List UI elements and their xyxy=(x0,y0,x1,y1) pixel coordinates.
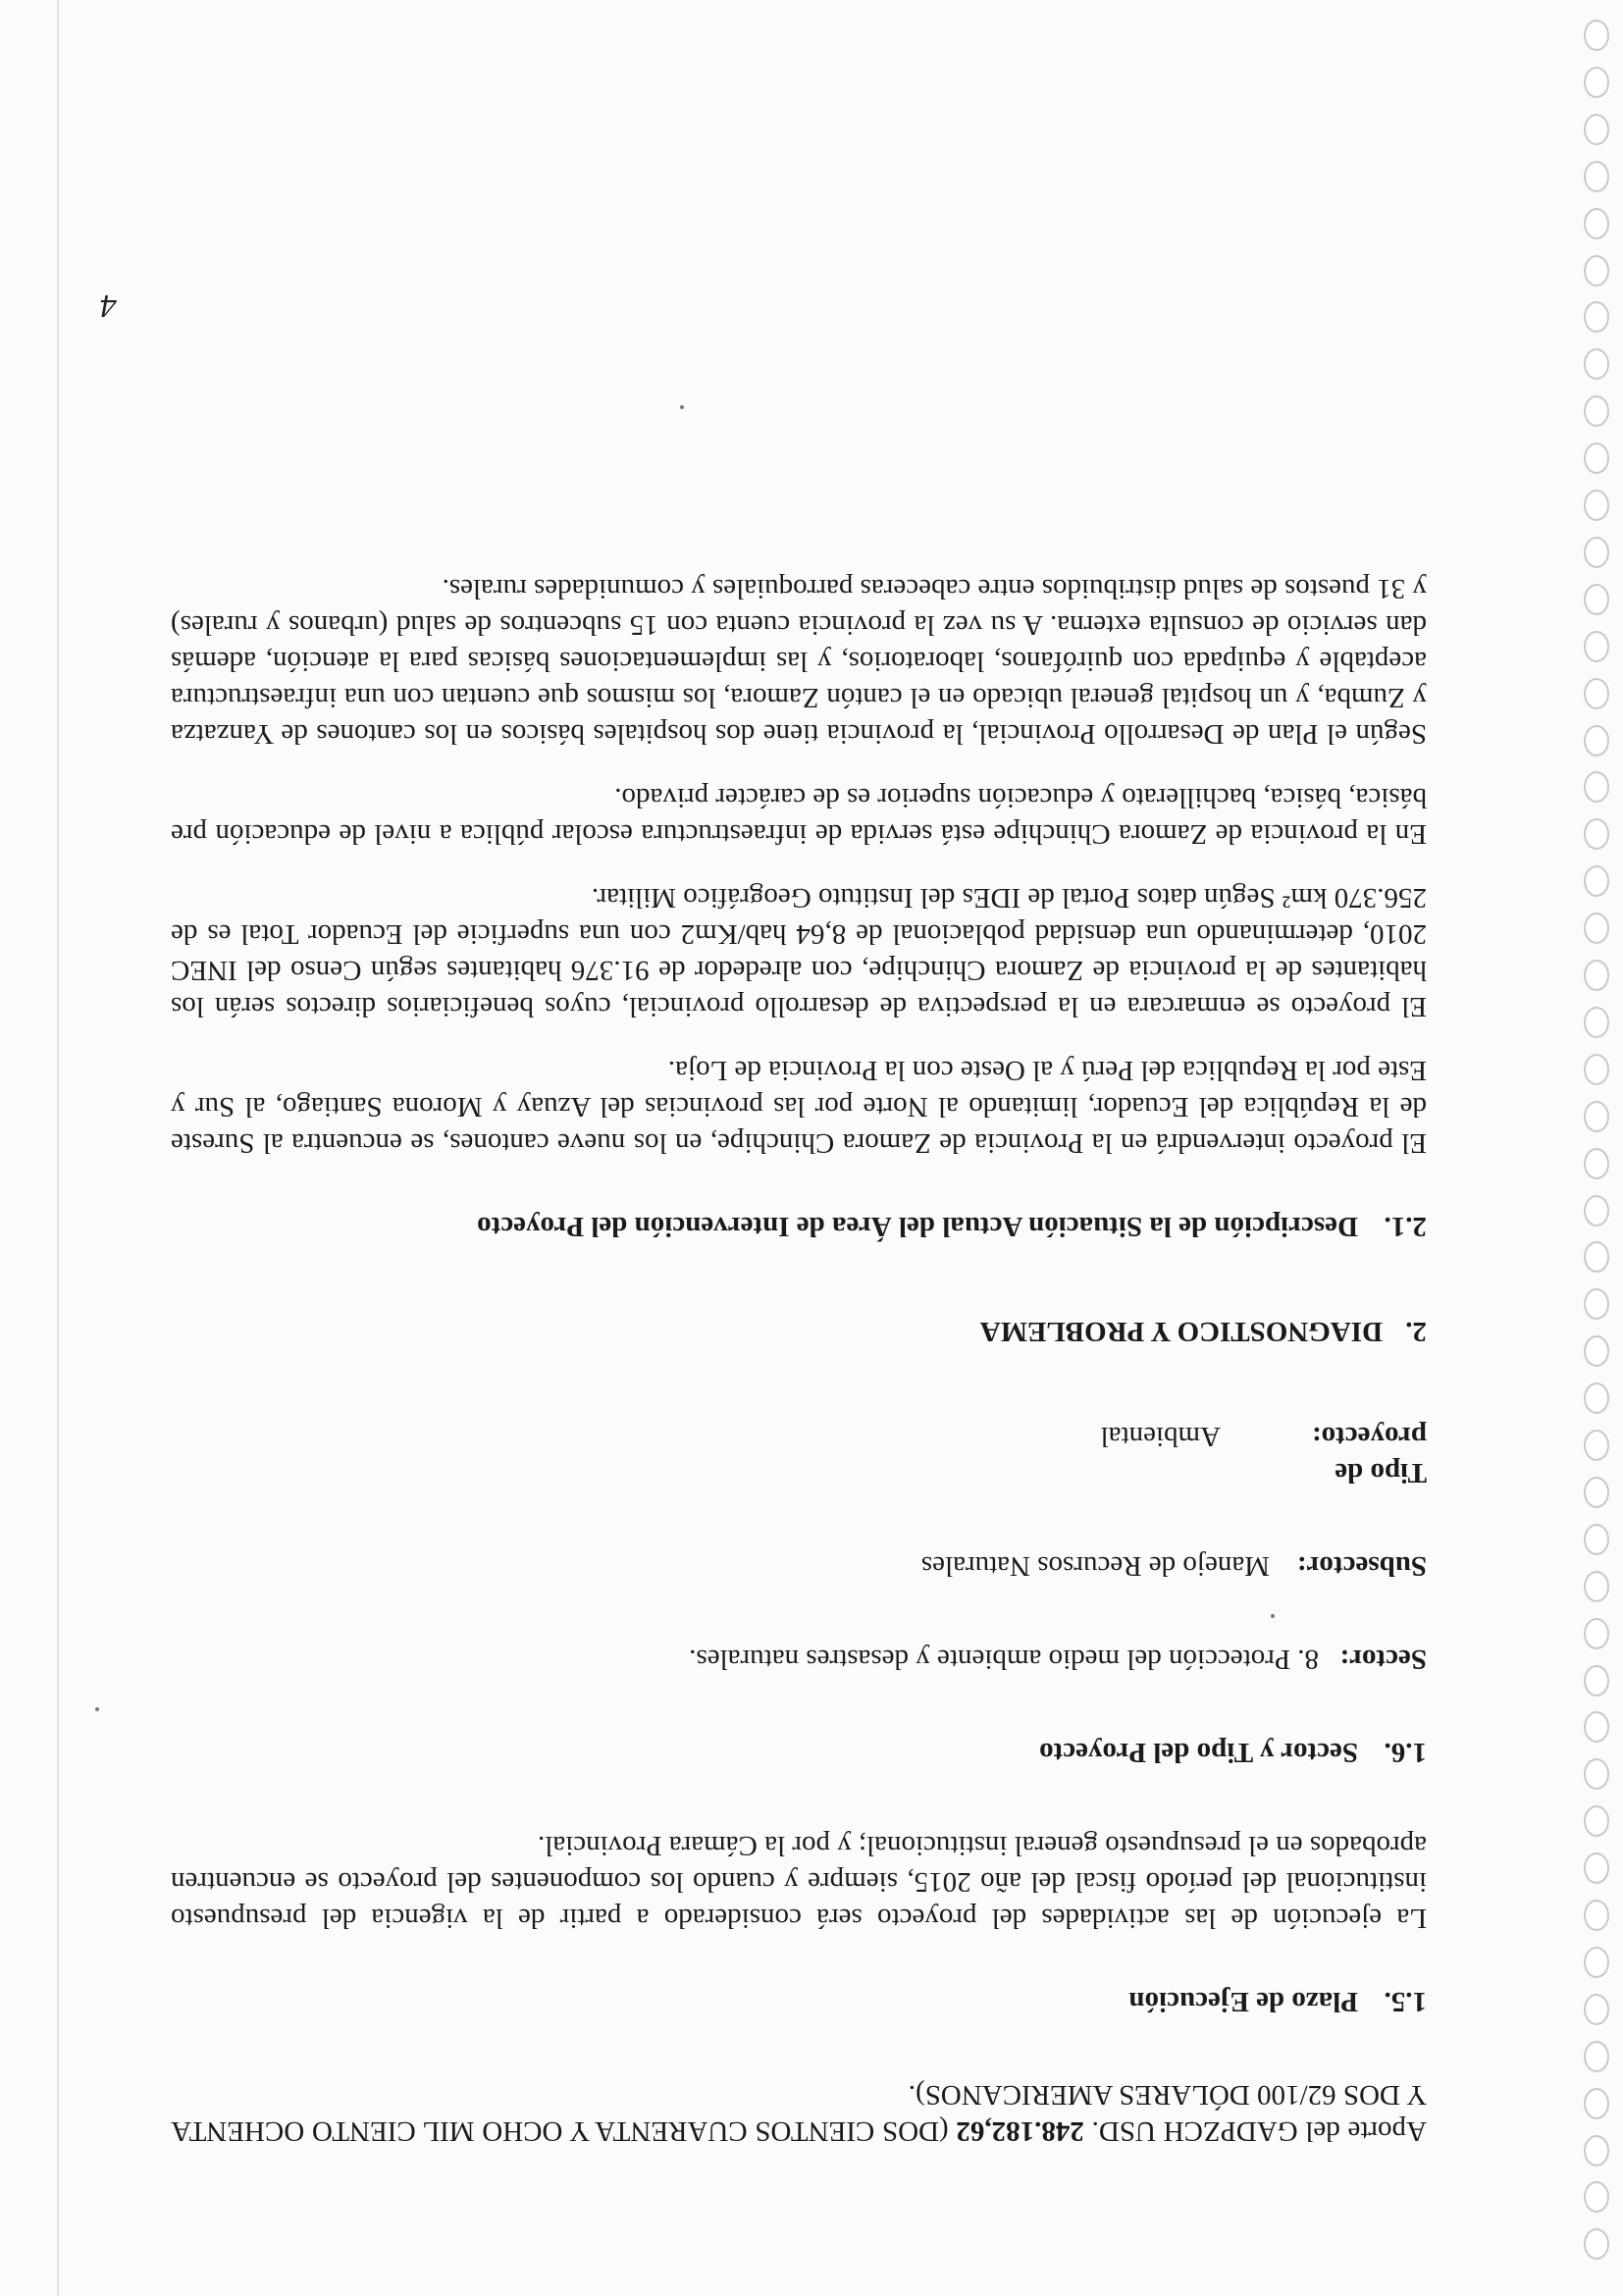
subsector-value: Manejo de Recursos Naturales xyxy=(920,1550,1270,1582)
subsector-label: Subsector: xyxy=(1296,1550,1427,1582)
tipo-value: Ambiental xyxy=(1100,1421,1221,1452)
subsector-field xyxy=(171,1547,1427,1584)
section-2-number: 2. xyxy=(1405,1316,1427,1347)
section-2-1-paragraph-1: El proyecto intervendrá en la Provincia de Zamora Chinchipe, en los nueve cantones, se encuentra al Sureste de la República del Ecuador, limitando al Norte por las provincias del Azuay y Morona Santiago, al Sur y Este por la Republica del Perú y al Oeste con la Provincia de Loja. xyxy=(171,1055,1427,1159)
section-1-6-title: Sector y Tipo del Proyecto xyxy=(1039,1737,1358,1768)
sector-label: Sector: xyxy=(1339,1644,1427,1675)
section-2-1-number: 2.1. xyxy=(1384,1211,1427,1242)
section-2-title: DIAGNOSTICO Y PROBLEMA xyxy=(979,1316,1383,1347)
section-2-1-paragraph-4: Según el Plan de Desarrollo Provincial, la provincia tiene dos hospitales básicos en los cantones de Yanzatza y Zumba, y un hospital general ubicado en el cantón Zamora, los mismos que cuentan con una infraestructura aceptable y equipada con quirófanos, laboratorios, y las implementaciones básicas para la atención, además dan servicio de consulta externa. A su vez la provincia cuenta con 15 subcentros de salud (urbanos y rurales) y 31 puestos de salud distribuidos entre cabeceras parroquiales y comunidades rurales. xyxy=(171,573,1427,750)
section-1-5-body: La ejecución de las actividades del proyecto será considerado a partir de la vigencia del presupuesto institucional del período fiscal del año 2015, siempre y cuando los componentes del proyecto se encuentren aprobados en el presupuesto general institucional; y por la Cámara Provincial. xyxy=(171,1830,1427,1934)
document-body xyxy=(171,570,1427,2149)
section-1-6-heading xyxy=(171,1734,1427,1770)
aporte-amount: 248.182,62 xyxy=(956,2115,1084,2147)
scan-speck xyxy=(1271,1614,1275,1618)
scan-speck xyxy=(95,1707,99,1711)
section-2-1-heading xyxy=(171,1208,1427,1244)
page-number: 4 xyxy=(100,287,117,324)
scan-speck xyxy=(680,405,684,409)
section-2-1-title: Descripción de la Situación Actual del Área de Intervención del Proyecto xyxy=(477,1211,1358,1242)
tipo-field xyxy=(171,1418,1427,1490)
section-1-5-number: 1.5. xyxy=(1384,1986,1427,2017)
section-2-heading xyxy=(171,1313,1427,1349)
aporte-suffix: (DOS CIENTOS CUARENTA Y OCHO MIL CIENTO OCHENTA Y DOS 62/100 DÓLARES AMERICANOS). xyxy=(170,2079,1427,2147)
section-1-5-title: Plazo de Ejecución xyxy=(1128,1986,1358,2017)
section-2-1-paragraph-2: El proyecto se enmarcara en la perspectiva de desarrollo provincial, cuyos beneficiarios directos serán los habitantes de la provincia de Zamora Chinchipe, con alrededor de 91.376 habitantes según Censo del INEC 2010, determinando una densidad poblacional de 8,64 hab/Km2 con una superficie del Ecuador Total es de 256.370 km² Según datos Portal de IDEs del Instituto Geográfico Militar. xyxy=(171,882,1427,1022)
aporte-paragraph xyxy=(171,2076,1427,2149)
aporte-prefix: Aporte del GADPZCH USD. xyxy=(1083,2115,1427,2147)
section-1-5-heading xyxy=(171,1983,1427,2019)
sector-field xyxy=(171,1641,1427,1677)
sector-value: 8. Protección del medio ambiente y desastres naturales. xyxy=(689,1644,1319,1675)
section-1-6-number: 1.6. xyxy=(1384,1737,1427,1768)
tipo-label: Tipo de proyecto: xyxy=(1311,1421,1427,1488)
section-2-1-paragraph-3: En la provincia de Zamora Chinchipe está servida de infraestructura escolar pública a nivel de educación pre básica, básica, bachillerato y educación superior es de carácter privado. xyxy=(171,782,1427,850)
